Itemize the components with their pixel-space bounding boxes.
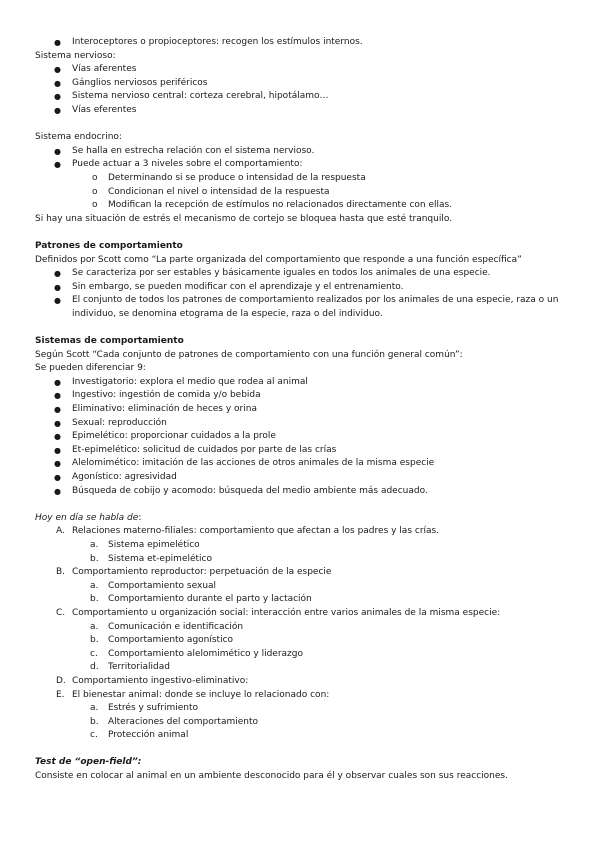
section-heading: Sistemas de comportamiento bbox=[35, 336, 184, 347]
bullet-icon: ● bbox=[54, 432, 61, 442]
sub-list-item: b. Comportamiento durante el parto y lactación bbox=[90, 594, 312, 605]
bullet-icon: ● bbox=[54, 269, 61, 279]
bullet-item: ● Se caracteriza por ser estables y básicamente iguales en todos los animales de una especie. bbox=[35, 267, 570, 281]
bullet-item: ● El conjunto de todos los patrones de comportamiento realizados por los animales de una especie, raza o un individuo, se denomina etograma de la especie, raza o del individuo. bbox=[54, 295, 559, 319]
bullet-item: ● Se halla en estrecha relación con el sistema nervioso. bbox=[35, 145, 570, 159]
bullet-icon: ● bbox=[54, 445, 61, 455]
spacer bbox=[35, 226, 570, 240]
spacer bbox=[35, 321, 570, 335]
bullet-item: ● Interoceptores o propioceptores: recogen los estímulos internos. bbox=[35, 36, 570, 50]
bullet-icon: ● bbox=[54, 377, 61, 387]
sub-list-item: b. Comportamiento agonístico bbox=[90, 635, 234, 646]
bullet-item: ● Investigatorio: explora el medio que rodea al animal bbox=[35, 376, 570, 390]
sub-bullet-item: o Condicionan el nivel o intensidad de la respuesta bbox=[35, 186, 570, 200]
list-item: D. Comportamiento ingestivo-eliminativo: bbox=[56, 675, 249, 686]
spacer bbox=[35, 743, 570, 757]
sub-list-item: d. Territorialidad bbox=[90, 662, 170, 673]
sub-list-item: a. Estrés y sufrimiento bbox=[90, 703, 198, 714]
sub-list-item: c. Comportamiento alelomimético y liderazgo bbox=[90, 648, 303, 659]
bullet-item: ● Epimelético: proporcionar cuidados a la prole bbox=[35, 430, 570, 444]
bullet-icon: ● bbox=[54, 38, 61, 47]
circle-bullet-icon: o bbox=[92, 200, 98, 211]
section-heading: Hoy en día se habla de: bbox=[35, 512, 142, 523]
section-heading: Test de “open-field”: bbox=[35, 757, 142, 768]
bullet-icon: ● bbox=[54, 160, 61, 170]
spacer bbox=[35, 498, 570, 512]
spacer bbox=[35, 118, 570, 132]
bullet-item: ● Sexual: reproducción bbox=[35, 417, 570, 431]
bullet-item: ● Sin embargo, se pueden modificar con el aprendizaje y el entrenamiento. bbox=[35, 281, 570, 295]
bullet-item: ● Et-epimelético: solicitud de cuidados por parte de las crías bbox=[35, 444, 570, 458]
bullet-icon: ● bbox=[54, 459, 61, 469]
list-item: B. Comportamiento reproductor: perpetuación de la especie bbox=[56, 567, 332, 578]
bullet-icon: ● bbox=[54, 405, 61, 415]
section-heading: Sistema nervioso: bbox=[35, 50, 116, 61]
sub-list-item: b. Alteraciones del comportamiento bbox=[90, 716, 259, 727]
sub-list-item: b. Sistema et-epimelético bbox=[90, 553, 213, 564]
bullet-icon: ● bbox=[54, 391, 61, 401]
bullet-icon: ● bbox=[54, 486, 61, 496]
sub-bullet-item: o Modifican la recepción de estímulos no relacionados directamente con ellas. bbox=[35, 199, 570, 213]
bullet-item: ● Sistema nervioso central: corteza cerebral, hipotálamo… bbox=[35, 90, 570, 104]
bullet-icon: ● bbox=[54, 146, 61, 156]
document-page bbox=[35, 36, 570, 784]
circle-bullet-icon: o bbox=[92, 172, 98, 183]
bullet-item: ● Puede actuar a 3 niveles sobre el comportamiento: bbox=[35, 158, 570, 172]
bullet-icon: ● bbox=[54, 105, 61, 115]
bullet-icon: ● bbox=[54, 418, 61, 428]
bullet-icon: ● bbox=[54, 78, 61, 88]
bullet-icon: ● bbox=[54, 65, 61, 75]
bullet-icon: ● bbox=[54, 296, 61, 306]
paragraph: Según Scott “Cada conjunto de patrones de comportamiento con una función general común”: bbox=[35, 349, 463, 360]
sub-list-item: c. Protección animal bbox=[90, 730, 189, 741]
sub-bullet-item: o Determinando si se produce o intensidad de la respuesta bbox=[35, 172, 570, 186]
bullet-item: ● Alelomimético: imitación de las acciones de otros animales de la misma especie bbox=[35, 457, 570, 471]
bullet-item: ● Agonístico: agresividad bbox=[35, 471, 570, 485]
list-item: C. Comportamiento u organización social: interacción entre varios animales de la misma especie: bbox=[56, 607, 501, 618]
bullet-item: ● Vías eferentes bbox=[35, 104, 570, 118]
paragraph: Definidos por Scott como “La parte organizada del comportamiento que responde a una función específica” bbox=[35, 254, 522, 265]
bullet-item: ● Vías aferentes bbox=[35, 63, 570, 77]
paragraph: Se pueden diferenciar 9: bbox=[35, 363, 146, 374]
bullet-item: ● Gánglios nerviosos periféricos bbox=[35, 77, 570, 91]
list-item: E. El bienestar animal: donde se incluye lo relacionado con: bbox=[56, 689, 330, 700]
circle-bullet-icon: o bbox=[92, 186, 98, 197]
paragraph: Consiste en colocar al animal en un ambiente desconocido para él y observar cuales son sus reacciones. bbox=[35, 771, 508, 782]
bullet-item: ● Ingestivo: ingestión de comida y/o bebida bbox=[35, 389, 570, 403]
section-heading: Sistema endocrino: bbox=[35, 132, 122, 143]
sub-list-item: a. Comportamiento sexual bbox=[90, 580, 217, 591]
section-heading: Patrones de comportamiento bbox=[35, 240, 183, 251]
paragraph: Si hay una situación de estrés el mecanismo de cortejo se bloquea hasta que esté tranquilo. bbox=[35, 213, 453, 224]
bullet-item: ● Eliminativo: eliminación de heces y orina bbox=[35, 403, 570, 417]
bullet-item: ● Búsqueda de cobijo y acomodo: búsqueda del medio ambiente más adecuado. bbox=[35, 485, 570, 499]
bullet-icon: ● bbox=[54, 92, 61, 102]
bullet-icon: ● bbox=[54, 473, 61, 482]
bullet-icon: ● bbox=[54, 282, 61, 292]
sub-list-item: a. Comunicación e identificación bbox=[90, 621, 244, 632]
list-item: A. Relaciones materno-filiales: comportamiento que afectan a los padres y las crías. bbox=[56, 526, 440, 537]
sub-list-item: a. Sistema epimelético bbox=[90, 539, 200, 550]
